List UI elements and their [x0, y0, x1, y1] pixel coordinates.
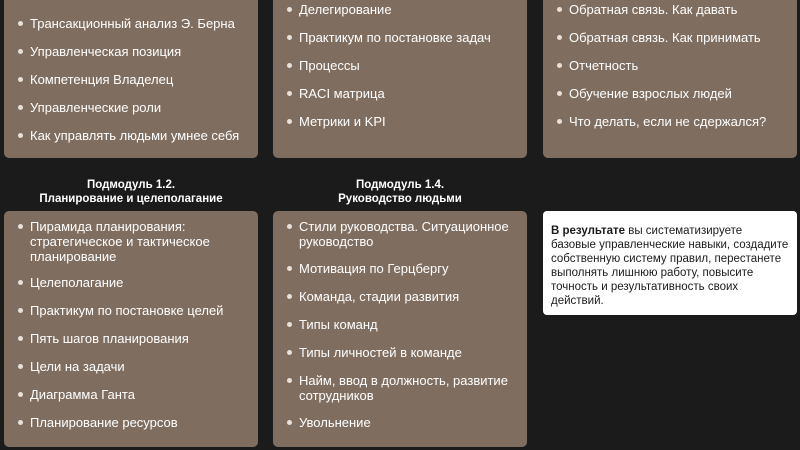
result-box — [543, 211, 797, 315]
list-item: Практикум по постановке задач — [299, 30, 527, 45]
list-item: Делегирование — [299, 2, 527, 17]
module-title-1-2 — [4, 178, 258, 206]
list-item: Процессы — [299, 58, 527, 73]
list-item: Отчетность — [569, 58, 797, 73]
list-item: Команда, стадии развития — [299, 289, 527, 304]
list-item: Типы команд — [299, 317, 527, 332]
module-card-top-1 — [4, 0, 258, 158]
module-number: Подмодуль 1.4. — [355, 179, 445, 191]
list-item: RACI матрица — [299, 86, 527, 101]
list-item: Найм, ввод в должность, развитие сотрудников — [299, 373, 527, 403]
module-card-top-2 — [273, 0, 527, 158]
module-card-1-4 — [273, 211, 527, 447]
list-item: Компетенция Владелец — [30, 72, 258, 87]
list-item: Целеполагание — [30, 275, 258, 290]
list-item: Пять шагов планирования — [30, 331, 258, 346]
list-item: Диаграмма Ганта — [30, 387, 258, 402]
result-lead: В результате — [551, 225, 626, 237]
list-item: Цели на задачи — [30, 359, 258, 374]
list-item: Как управлять людьми умнее себя — [30, 128, 258, 143]
module-title-1-4 — [273, 178, 527, 206]
list-item: Обратная связь. Как принимать — [569, 30, 797, 45]
list-item: Управленческие роли — [30, 100, 258, 115]
list-item: Управленческая позиция — [30, 44, 258, 59]
module-number: Подмодуль 1.2. — [86, 179, 176, 191]
list-item: Мотивация по Герцбергу — [299, 261, 527, 276]
list-item: Трансакционный анализ Э. Берна — [30, 16, 258, 31]
list-item: Обучение взрослых людей — [569, 86, 797, 101]
list-item: Планирование ресурсов — [30, 415, 258, 430]
module-card-top-3 — [543, 0, 797, 158]
list-item: Обратная связь. Как давать — [569, 2, 797, 17]
module-name: Руководство людьми — [338, 193, 462, 205]
list-item: Стили руководства. Ситуационное руководство — [299, 219, 527, 249]
list-item: Увольнение — [299, 415, 527, 430]
list-item: Что делать, если не сдержался? — [569, 114, 797, 129]
list-item: Метрики и KPI — [299, 114, 527, 129]
list-item: Пирамида планирования: стратегическое и тактическое планирование — [30, 219, 258, 264]
list-item: Типы личностей в команде — [299, 345, 527, 360]
module-name: Планирование и целеполагание — [39, 193, 223, 205]
list-item: Практикум по постановке целей — [30, 303, 258, 318]
module-card-1-2 — [4, 211, 258, 447]
result-text: вы систематизируете базовые управленческие навыки, создадите собственную систему правил, перестанете выполнять лишнюю работу, повысите точность и результативность своих действий. — [551, 225, 789, 307]
